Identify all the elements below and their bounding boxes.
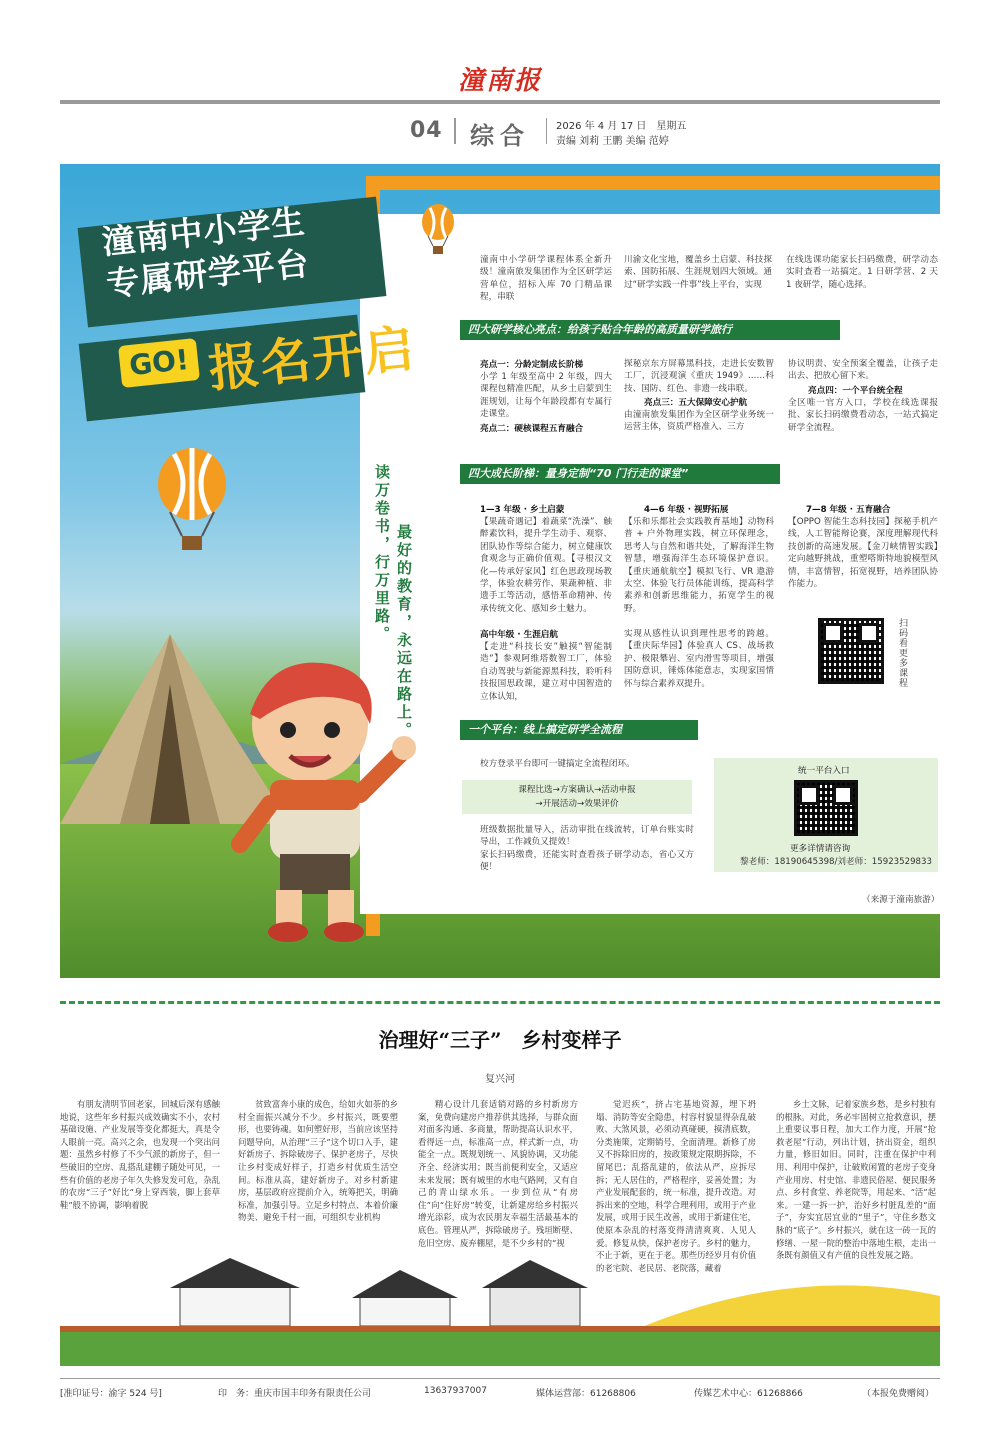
workflow-line-1: 课程比选→方案确认→活动申报 [518, 785, 636, 795]
highlight-3-text-cont: 协议明责、安全预案全覆盖，让孩子走出去、把放心留下来。 [788, 359, 938, 382]
platform-intro: 校方登录平台即可一键搞定全流程闭环。 [480, 759, 635, 769]
page-number: 04 [410, 118, 443, 143]
platform-qr-code[interactable] [794, 780, 858, 836]
footer-printer: 印 务：重庆市国丰印务有限责任公司 [218, 1389, 372, 1399]
footer-art: 传媒艺术中心：61268866 [694, 1389, 803, 1399]
highlight-1-head: 亮点一：分龄定制成长阶梯 [480, 360, 584, 370]
footer-rule [60, 1378, 940, 1379]
grade-high-head: 高中年级 · 生涯启航 [480, 630, 558, 640]
hot-air-balloon-icon [152, 448, 232, 558]
highlight-2-text: 探秘京东方屏幕黑科技，走进长安数智工厂，沉浸观演《重庆 1949》……科技、国防、红色、非遗一线串联。 [624, 359, 774, 394]
grade-7-8-text: 【OPPO 智能生态科技园】探秘手机产线，人工智能辩论赛，深度理解现代科技创新的高速发展。【金刀峡情智实践】定向越野挑战，重塑嗒斯特地貌模型风情，丰富情智，拓宽视野，培养团队协作能力。 [788, 517, 938, 590]
grade-4-6-head: 4—6 年级 · 视野拓展 [644, 505, 729, 515]
hot-air-balloon-icon [418, 204, 458, 258]
highlight-3-head: 亮点三：五大保障安心护航 [644, 398, 748, 408]
platform-text-1: 班级数据批量导入，活动审批在线流转，订单台账实时导出，工作减负又提效！ [480, 825, 694, 848]
page-header [0, 114, 1000, 148]
grade-1-3-text: 【果蔬奇遇记】着蔬菜“洗澡”、触醉素饮料，提升学生动手、观察、团队协作等综合能力，树立健康饮食观念与正确价值观。【寻根汉文化—传承好家风】红色思政现场教学，体验农耕劳作、果蔬种植、非遗手工等活动，感悟革命精神、传承传统文化、感知乡土魅力。 [480, 517, 612, 614]
highlight-4-head: 亮点四：一个平台统全程 [808, 386, 903, 396]
feature-source: （来源于潼南旅游） [862, 895, 940, 905]
newspaper-logo: 潼南报 [457, 66, 542, 96]
platform-entry-label: 统一平台入口 [798, 766, 850, 776]
qr-side-label: 扫码看更多课程 [897, 618, 907, 688]
article-col-4: 觉迟疾”，挤占宅基地资源，埋下坍塌、消防等安全隐患，村容村貌显得杂乱破败、大煞风景，必须动真碰硬，摸清底数，分类施策，定期销号，全面清理。新修了房又不拆除旧房的，按政策规定限期拆除，不留尾巴；乱搭乱建的，依法从严，应拆尽拆；无人居住的，严格程序，妥善处置；为产业发展配套的，统一标准，提升改造。对拆出来的空地，科学合理利用，或用于产业发展，或用于民生改善，或用于新建住宅，使原本杂乱的村落变得清清爽爽、人见人爱。修复从快，保护老房子。乡村的魅力，不止于新，更在于老。那些历经岁月有价值的老宅院、老民居、老院落，藏着 [596, 1099, 756, 1273]
article-col-2: 贫致富奔小康的成色，给如火如荼的乡村全面振兴减分不少。乡村振兴，既要塑形，也要铸魂。如何塑好形，当前应该坚持问题导向，从治理“三子”这个切口入手，建好新房子、拆除破房子、保护老房子，尽快让乡村变成好样子，打造乡村优质生活空间。标准从高，建好新房子。对乡村新建房，基层政府应提前介入，统筹把关，明确标准，加强引导。立足乡村特点、本着价廉物美、避免千村一面，可组织专业机构 [238, 1099, 398, 1223]
header-divider [454, 118, 456, 144]
editors: 责编 刘莉 王鹏 美编 范婷 [556, 136, 669, 147]
contact-label: 更多详情请咨询 [790, 844, 851, 854]
article-col-3: 精心设计几套适销对路的乡村新房方案，免费向建房户推荐供其选择，与群众面对面多沟通、多商量，帮助提高认识水平，看得远一点，标准高一点，样式新一点，功能全一点。既规划统一、风貌协调，又功能齐全、经济实用；既当前便利安全，又适应未来发展；既有城里的水电气路网，又有自己的青山绿水乐。一步到位从“有房住”向“住好房”转变，让新建房给乡村振兴增光添彩，成为农民朋友幸福生活最基本的底色。管理从严，拆除破房子。残垣断壁、危旧空房、废弃棚屋，是不少乡村的“视 [418, 1099, 578, 1248]
title-line-1: 潼南中小学生 [100, 201, 308, 262]
grade-7-8-head: 7—8 年级 · 五育融合 [806, 505, 891, 515]
slogan-2: 最好的教育，永远在路上。 [395, 524, 413, 740]
course-qr-code[interactable] [818, 618, 884, 684]
article-byline: 复兴河 [485, 1074, 515, 1085]
highlight-2-head: 亮点二：硬核课程五育融合 [480, 424, 584, 434]
section-name: 综合 [470, 122, 530, 150]
masthead-rule [60, 100, 940, 104]
header-divider [546, 118, 547, 144]
workflow-line-2: →开展活动→效果评价 [535, 799, 619, 809]
footer-free: （本报免费赠阅） [862, 1389, 935, 1399]
issue-date: 2026 年 4 月 17 日 星期五 [556, 121, 687, 132]
footer-printer-phone: 13637937007 [424, 1386, 487, 1396]
platform-text-2: 家长扫码缴费，还能实时查看孩子研学动态，省心又方便！ [480, 850, 694, 873]
footer-license: [准印证号：渝字 524 号] [60, 1389, 162, 1399]
footer-media: 媒体运营部：61268806 [536, 1389, 636, 1399]
grade-high-text-cont: 实现从感性认识到理性思考的跨越。【重庆际华园】体验真人 CS、战场救护、极限攀岩、室内滑雪等项目，增强国防意识，锤炼体能意志，实现家国情怀与综合素养双提升。 [624, 629, 774, 689]
village-illustration [60, 1236, 940, 1366]
highlight-4-text: 全区唯一官方入口，学校在线选课报批、家长扫码缴费看动态，一站式搞定研学全流程。 [788, 398, 938, 433]
masthead [0, 60, 1000, 97]
slogan-1: 读万卷书，行万里路。 [373, 464, 391, 644]
article-title: 治理好“三子” 乡村变样子 [378, 1028, 622, 1052]
article-col-1: 有朋友清明节回老家，回城后深有感触地说，这些年乡村振兴成效确实不小，农村基础设施、产业发展等变化都挺大，真是令人眼前一亮。高兴之余，也发现一个突出问题：虽然乡村修了不少气派的新房子，但一些破旧的空房、乱搭乱建棚子随处可见，一些有价值的老房子年久失修发发可危，杂乱的农房“三子”好比“身上穿西装，脚上套草鞋”般不协调，影响着脱 [60, 1099, 220, 1210]
section-divider [60, 1001, 940, 1004]
grade-1-3-head: 1—3 年级 · 乡土启蒙 [480, 505, 565, 515]
highlight-3-text: 由潼南旅发集团作为全区研学业务统一运营主体，资质严格准入、三方 [624, 410, 774, 433]
grade-high-text: 【走进“科技长安”触摸“智能制造”】参观阿维塔数智工厂，体验自动驾驶与新能源黑科技，聆听科技报国思政课，建立对中国智造的立体认知， [480, 642, 612, 702]
intro-col-2: 川渝文化宝地，覆盖乡土启蒙、科技探索、国防拓展、生涯规划四大领域。通过“研学实践一件事”线上平台，实现 [624, 255, 772, 290]
intro-col-1: 潼南中小学研学课程体系全新升级！潼南旅发集团作为全区研学运营单位，招标入库 70 门精品课程，串联 [480, 255, 612, 303]
title-line-2: 专属研学平台 [104, 243, 312, 304]
section-bar-platform: 一个平台：线上搞定研学全流程 [460, 720, 698, 740]
registration-open-text: 报名开启 [205, 319, 419, 399]
section-bar-highlights: 四大研学核心亮点：给孩子贴合年龄的高质量研学旅行 [460, 320, 840, 340]
workflow-box [462, 780, 692, 814]
contact-phones: 黎老师：18190645398/刘老师：15923529833 [740, 857, 932, 867]
section-bar-growth-ladder: 四大成长阶梯：量身定制“70 门行走的课堂” [460, 464, 780, 484]
article-col-5: 乡土文脉，记着家族乡愁，是乡村独有的根脉。对此，务必牢固树立抢救意识，摆上重要议事日程，加大工作力度，开展“抢救老屋”行动，列出计划，挤出资金，组织力量，修旧如旧。同时，注重在保护中利用、利用中保护，让破败闲置的老房子变身产业用房、村史馆、非遗民俗屋、便民服务点、乡村食堂、养老院等，用起来、“活”起来。一建一拆一护，治好乡村脏乱差的“面子”，夯实宜居宜业的“里子”，守住乡愁文脉的“底子”。乡村振兴，就在这一砖一瓦的修缮、一屋一院的整治中落地生根，走出一条既有颜值又有产值的良性发展之路。 [776, 1099, 936, 1261]
go-badge: GO! [118, 338, 200, 388]
highlight-1-text: 小学 1 年级至高中 2 年级，四大课程包精准匹配，从乡土启蒙到生涯规划，让每个年龄段都有专属行走课堂。 [480, 372, 612, 420]
grade-4-6-text: 【乐和乐都社会实践教育基地】动物科普 + 户外物理实践，树立环保理念，思考人与自然和谐共处，了解海洋生物智慧，增强海洋生态环境保护意识。【重庆通航航空】模拟飞行、VR 遨游太空、体验飞行员体能训练，提高科学素养和创新思维能力，拓宽学生的视野。 [624, 517, 774, 614]
intro-col-3: 在线选课功能家长扫码缴费，研学动态实时查看一站搞定。1 日研学营、2 天 1 夜研学，随心选择。 [786, 255, 938, 290]
